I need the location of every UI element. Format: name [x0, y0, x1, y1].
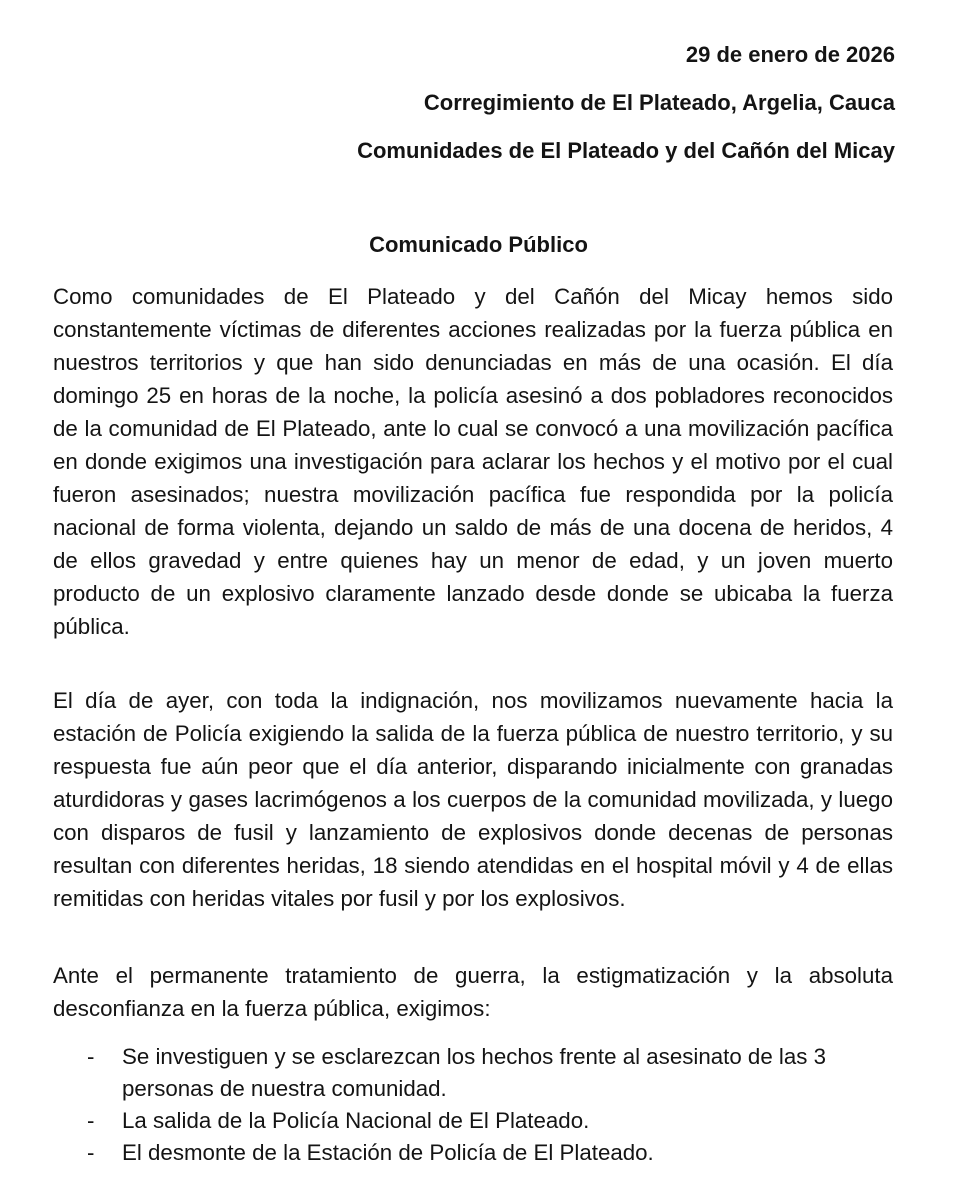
- demand-text: La salida de la Policía Nacional de El Plateado.: [122, 1108, 590, 1133]
- demands-list: [53, 1041, 893, 1169]
- list-dash: -: [87, 1044, 95, 1069]
- demand-text: Se investiguen y se esclarezcan los hechos frente al asesinato de las 3 personas de nuestra comunidad.: [122, 1044, 827, 1101]
- document-date: 29 de enero de 2026: [685, 42, 895, 67]
- list-dash: -: [87, 1140, 95, 1165]
- paragraph-2: El día de ayer, con toda la indignación, nos movilizamos nuevamente hacia la estación de Policía exigiendo la salida de la fuerza pública de nuestro territorio, y su respuesta fue aún peor que el día anterior, disparando inicialmente con granadas aturdidoras y gases lacrimógenos a los cuerpos de la comunidad movilizada, y luego con disparos de fusil y lanzamiento de explosivos donde decenas de personas resultan con diferentes heridas, 18 siendo atendidas en el hospital móvil y 4 de ellas remitidas con heridas vitales por fusil y por los explosivos.: [53, 688, 893, 911]
- document-communities: Comunidades de El Plateado y del Cañón del Micay: [357, 138, 895, 163]
- demand-text: El desmonte de la Estación de Policía de El Plateado.: [122, 1140, 654, 1165]
- document-location: Corregimiento de El Plateado, Argelia, Cauca: [423, 90, 895, 115]
- paragraph-1: Como comunidades de El Plateado y del Cañón del Micay hemos sido constantemente víctimas de diferentes acciones realizadas por la fuerza pública en nuestros territorios y que han sido denunciadas en más de una ocasión. El día domingo 25 en horas de la noche, la policía asesinó a dos pobladores reconocidos de la comunidad de El Plateado, ante lo cual se convocó a una movilización pacífica en donde exigimos una investigación para aclarar los hechos y el motivo por el cual fueron asesinados; nuestra movilización pacífica fue respondida por la policía nacional de forma violenta, dejando un saldo de más de una docena de heridos, 4 de ellos gravedad y entre quienes hay un menor de edad, y un joven muerto producto de un explosivo claramente lanzado desde donde se ubicaba la fuerza pública.: [53, 284, 893, 639]
- document-title: Comunicado Público: [369, 232, 588, 257]
- paragraph-3: Ante el permanente tratamiento de guerra, la estigmatización y la absoluta desconfianza en la fuerza pública, exigimos:: [53, 963, 893, 1021]
- list-item: [53, 1137, 893, 1169]
- list-item: [53, 1041, 893, 1105]
- list-dash: -: [87, 1108, 95, 1133]
- list-item: [53, 1105, 893, 1137]
